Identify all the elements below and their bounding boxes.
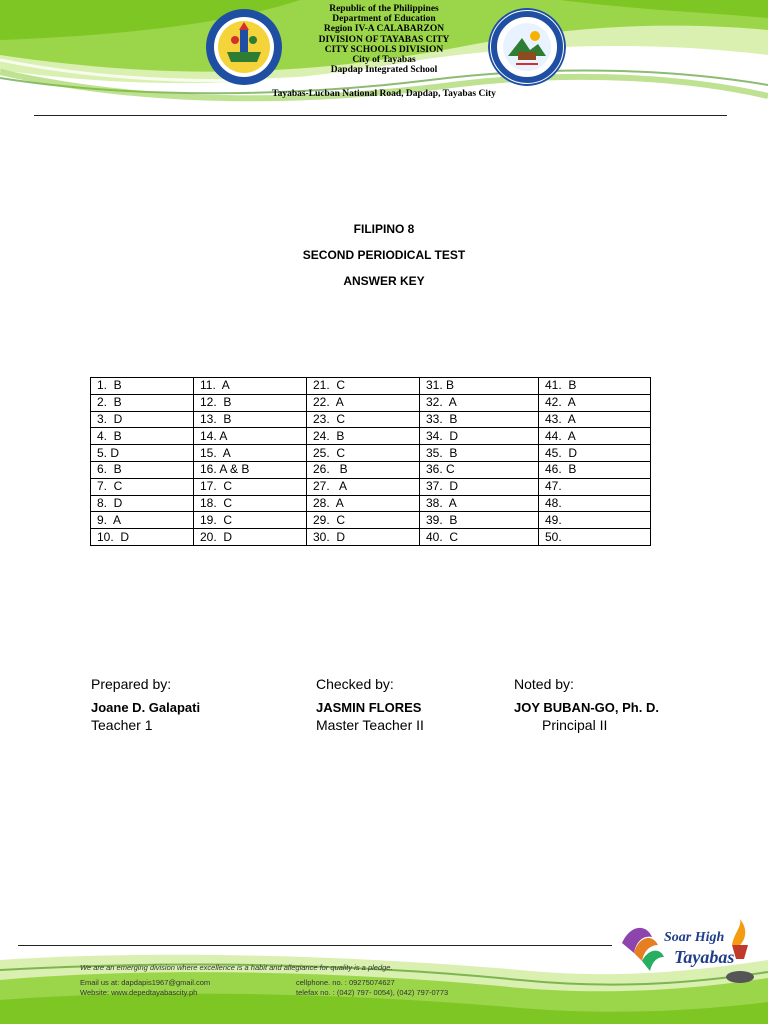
subject-title: FILIPINO 8 <box>353 222 415 236</box>
footer-divider <box>18 945 612 946</box>
answer-cell: 44. A <box>539 428 651 445</box>
table-row <box>91 512 651 529</box>
answer-cell: 13. B <box>194 411 307 428</box>
answer-cell: 39. B <box>420 512 539 529</box>
answer-cell: 4. B <box>91 428 194 445</box>
answer-cell: 14. A <box>194 428 307 445</box>
answer-cell: 40. C <box>420 529 539 546</box>
answer-cell: 9. A <box>91 512 194 529</box>
prepared-by-block <box>91 676 200 733</box>
division-motto: We are an emerging division where excellence is a habit and allegiance for quality is a pledge. <box>80 963 393 972</box>
answer-cell: 26. B <box>307 461 420 478</box>
answer-cell: 24. B <box>307 428 420 445</box>
answer-cell: 3. D <box>91 411 194 428</box>
answer-cell: 23. C <box>307 411 420 428</box>
prepared-by-name: Joane D. Galapati <box>91 700 201 715</box>
answer-cell: 42. A <box>539 394 651 411</box>
footer-email: Email us at: dapdapis1967@gmail.com <box>80 978 211 987</box>
answer-cell: 7. C <box>91 478 194 495</box>
answer-cell: 32. A <box>420 394 539 411</box>
noted-by-block <box>514 676 659 733</box>
answer-cell: 18. C <box>194 495 307 512</box>
answer-cell: 45. D <box>539 445 651 462</box>
answer-cell: 8. D <box>91 495 194 512</box>
header-line: DIVISION OF TAYABAS CITY <box>318 34 450 45</box>
table-row <box>91 478 651 495</box>
answer-cell: 5. D <box>91 445 194 462</box>
answer-key-table <box>90 377 651 546</box>
header-line: Department of Education <box>332 14 436 25</box>
answer-cell: 48. <box>539 495 651 512</box>
answer-cell: 47. <box>539 478 651 495</box>
footer-logo-text-1: Soar High <box>664 930 725 945</box>
answer-cell: 49. <box>539 512 651 529</box>
header-agency-block <box>230 4 538 75</box>
answer-cell: 30. D <box>307 529 420 546</box>
answer-cell: 50. <box>539 529 651 546</box>
answer-cell: 15. A <box>194 445 307 462</box>
table-row <box>91 461 651 478</box>
soar-high-tayabas-logo <box>612 915 762 999</box>
header-divider <box>34 115 727 116</box>
footer-contact-right <box>296 978 448 998</box>
answer-cell: 22. A <box>307 394 420 411</box>
prepared-by-role: Teacher 1 <box>91 717 153 733</box>
answer-cell: 34. D <box>420 428 539 445</box>
answer-cell: 2. B <box>91 394 194 411</box>
answer-cell: 38. A <box>420 495 539 512</box>
footer-contact-left <box>80 978 210 998</box>
document-title-block <box>184 221 584 299</box>
checked-by-name: JASMIN FLORES <box>316 700 422 715</box>
answer-cell: 6. B <box>91 461 194 478</box>
table-row <box>91 445 651 462</box>
footer-telefax: telefax no. : (042) 797- 0054), (042) 797-0773 <box>296 988 449 997</box>
answer-cell: 12. B <box>194 394 307 411</box>
prepared-by-label: Prepared by: <box>91 676 172 692</box>
answer-cell: 37. D <box>420 478 539 495</box>
answer-cell: 17. C <box>194 478 307 495</box>
header-line: Dapdap Integrated School <box>330 65 438 76</box>
answer-cell: 21. C <box>307 378 420 395</box>
table-row <box>91 428 651 445</box>
table-row <box>91 529 651 546</box>
answer-cell: 11. A <box>194 378 307 395</box>
answer-cell: 43. A <box>539 411 651 428</box>
answer-cell: 35. B <box>420 445 539 462</box>
answer-cell: 28. A <box>307 495 420 512</box>
footer-website: Website: www.depedtayabascity.ph <box>80 988 198 997</box>
answer-key-title: ANSWER KEY <box>343 274 425 288</box>
noted-by-label: Noted by: <box>514 676 574 692</box>
table-row <box>91 378 651 395</box>
noted-by-role: Principal II <box>542 717 608 733</box>
school-address: Tayabas-Lucban National Road, Dapdap, Tayabas City <box>272 89 496 99</box>
answer-cell: 27. A <box>307 478 420 495</box>
answer-cell: 1. B <box>91 378 194 395</box>
header-line: City of Tayabas <box>352 55 416 66</box>
header-line: CITY SCHOOLS DIVISION <box>324 44 444 55</box>
checked-by-role: Master Teacher II <box>316 717 424 733</box>
header-line: Republic of the Philippines <box>329 4 439 14</box>
answer-cell: 16. A & B <box>194 461 307 478</box>
answer-cell: 10. D <box>91 529 194 546</box>
answer-cell: 25. C <box>307 445 420 462</box>
answer-cell: 31. B <box>420 378 539 395</box>
table-row <box>91 394 651 411</box>
header-line: Region IV-A CALABARZON <box>323 24 445 35</box>
answer-cell: 29. C <box>307 512 420 529</box>
answer-cell: 41. B <box>539 378 651 395</box>
answer-cell: 46. B <box>539 461 651 478</box>
footer-cellphone: cellphone. no. : 09275074627 <box>296 978 395 987</box>
table-row <box>91 495 651 512</box>
answer-cell: 36. C <box>420 461 539 478</box>
checked-by-label: Checked by: <box>316 676 394 692</box>
answer-cell: 33. B <box>420 411 539 428</box>
answer-cell: 19. C <box>194 512 307 529</box>
answer-cell: 20. D <box>194 529 307 546</box>
checked-by-block <box>316 676 424 733</box>
footer-logo-text-2: Tayabas <box>674 947 735 967</box>
test-title: SECOND PERIODICAL TEST <box>302 248 466 262</box>
noted-by-name: JOY BUBAN-GO, Ph. D. <box>514 700 659 715</box>
table-row <box>91 411 651 428</box>
